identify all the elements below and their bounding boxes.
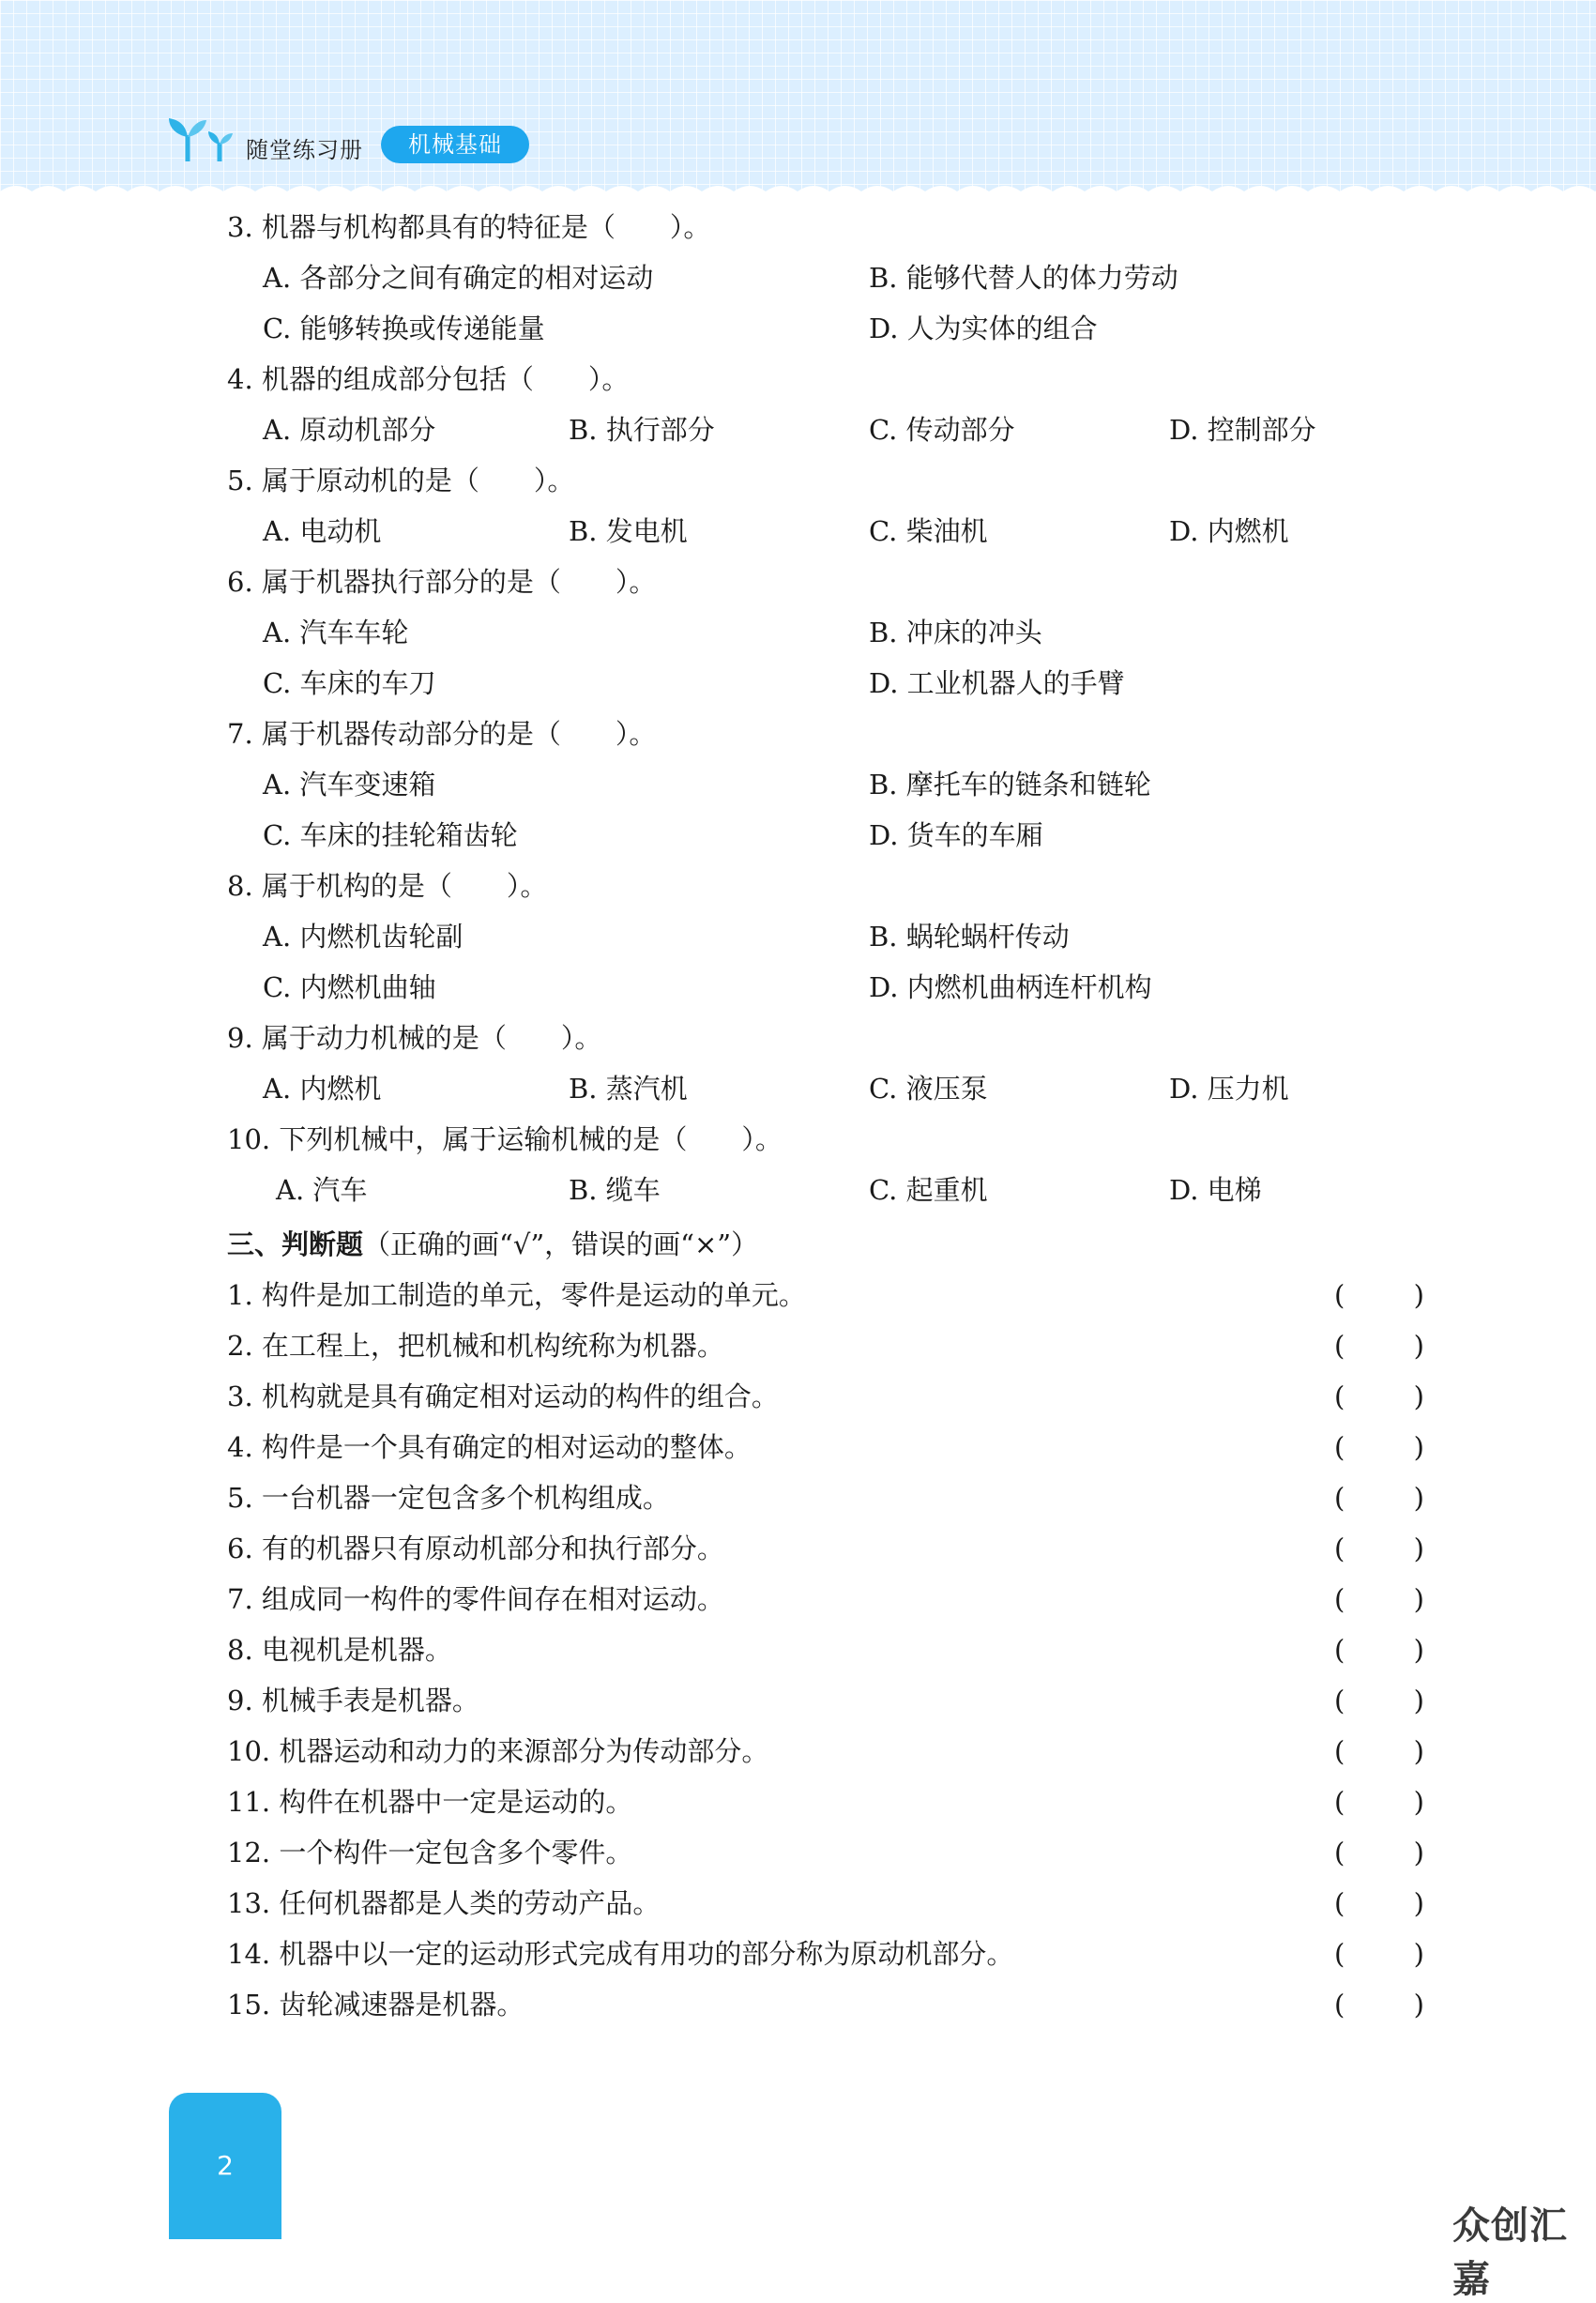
- answer-blank[interactable]: [1334, 1783, 1424, 1821]
- judge-statement: 4. 构件是一个具有确定的相对运动的整体。: [227, 1431, 752, 1463]
- option: D. 内燃机曲柄连杆机构: [869, 971, 1152, 1003]
- option: A. 汽车车轮: [263, 617, 409, 648]
- header-band: [0, 0, 1596, 197]
- subject-badge: 机械基础: [381, 126, 529, 163]
- option: B. 执行部分: [569, 414, 715, 446]
- paren-close: ): [1413, 1685, 1424, 1716]
- answer-blank[interactable]: [1334, 1986, 1424, 2023]
- option: A. 汽车变速箱: [263, 769, 436, 801]
- option: B. 冲床的冲头: [869, 617, 1042, 648]
- paren-open: (: [1334, 1431, 1345, 1463]
- paren-close: ): [1413, 1583, 1424, 1615]
- section-title: 三、判断题: [227, 1228, 364, 1260]
- option: C. 车床的车刀: [263, 667, 436, 699]
- question-stem: 5. 属于原动机的是（ ）。: [227, 465, 575, 496]
- option: C. 柴油机: [869, 515, 988, 547]
- paren-close: ): [1413, 1938, 1424, 1970]
- page-number: 2: [169, 2093, 281, 2239]
- paren-open: (: [1334, 1989, 1345, 2021]
- option: C. 起重机: [869, 1174, 988, 1206]
- option: D. 工业机器人的手臂: [869, 667, 1125, 699]
- answer-blank[interactable]: [1334, 1378, 1424, 1415]
- paren-open: (: [1334, 1735, 1345, 1767]
- answer-blank[interactable]: [1334, 1631, 1424, 1669]
- series-title: 随堂练习册: [246, 137, 363, 163]
- option: D. 压力机: [1169, 1073, 1289, 1105]
- question-stem: 6. 属于机器执行部分的是（ ）。: [227, 566, 657, 598]
- option: D. 人为实体的组合: [869, 313, 1098, 344]
- answer-blank[interactable]: [1334, 1884, 1424, 1922]
- judge-statement: 8. 电视机是机器。: [227, 1634, 452, 1666]
- paren-close: ): [1413, 1837, 1424, 1868]
- question-stem: 10. 下列机械中，属于运输机械的是（ ）。: [227, 1123, 783, 1155]
- option: C. 能够转换或传递能量: [263, 313, 545, 344]
- sprout-logo-icon: [167, 114, 235, 163]
- option: D. 电梯: [1169, 1174, 1262, 1206]
- option: D. 内燃机: [1169, 515, 1289, 547]
- paren-open: (: [1334, 1583, 1345, 1615]
- judge-statement: 15. 齿轮减速器是机器。: [227, 1989, 524, 2021]
- paren-close: ): [1413, 1279, 1424, 1311]
- judge-statement: 12. 一个构件一定包含多个零件。: [227, 1837, 633, 1868]
- option: B. 蒸汽机: [569, 1073, 688, 1105]
- paren-open: (: [1334, 1634, 1345, 1666]
- option: D. 控制部分: [1169, 414, 1316, 446]
- option: A. 内燃机齿轮副: [263, 921, 464, 953]
- judge-statement: 6. 有的机器只有原动机部分和执行部分。: [227, 1533, 724, 1564]
- paren-open: (: [1334, 1533, 1345, 1564]
- paren-close: ): [1413, 1735, 1424, 1767]
- paren-open: (: [1334, 1786, 1345, 1818]
- paren-close: ): [1413, 1330, 1424, 1362]
- paren-open: (: [1334, 1685, 1345, 1716]
- option: C. 传动部分: [869, 414, 1015, 446]
- option: A. 内燃机: [263, 1073, 382, 1105]
- answer-blank[interactable]: [1334, 1428, 1424, 1466]
- question-stem: 8. 属于机构的是（ ）。: [227, 870, 548, 902]
- paren-close: ): [1413, 1533, 1424, 1564]
- paren-close: ): [1413, 1482, 1424, 1514]
- paren-close: ): [1413, 1786, 1424, 1818]
- paren-open: (: [1334, 1330, 1345, 1362]
- answer-blank[interactable]: [1334, 1580, 1424, 1618]
- option: C. 液压泵: [869, 1073, 988, 1105]
- paren-close: ): [1413, 1634, 1424, 1666]
- paren-open: (: [1334, 1279, 1345, 1311]
- question-stem: 3. 机器与机构都具有的特征是（ ）。: [227, 211, 711, 243]
- question-stem: 7. 属于机器传动部分的是（ ）。: [227, 718, 657, 750]
- question-stem: 9. 属于动力机械的是（ ）。: [227, 1022, 602, 1054]
- question-stem: 4. 机器的组成部分包括（ ）。: [227, 363, 630, 395]
- answer-blank[interactable]: [1334, 1732, 1424, 1770]
- option: A. 各部分之间有确定的相对运动: [263, 262, 654, 294]
- answer-blank[interactable]: [1334, 1530, 1424, 1567]
- section-instruction: （正确的画“√”，错误的画“×”）: [363, 1228, 759, 1260]
- paren-close: ): [1413, 1989, 1424, 2021]
- answer-blank[interactable]: [1334, 1479, 1424, 1517]
- option: A. 原动机部分: [263, 414, 436, 446]
- paren-open: (: [1334, 1887, 1345, 1919]
- judge-statement: 11. 构件在机器中一定是运动的。: [227, 1786, 633, 1818]
- paren-close: ): [1413, 1431, 1424, 1463]
- judge-statement: 1. 构件是加工制造的单元，零件是运动的单元。: [227, 1279, 806, 1311]
- answer-blank[interactable]: [1334, 1327, 1424, 1365]
- judge-statement: 5. 一台机器一定包含多个机构组成。: [227, 1482, 670, 1514]
- paren-close: ): [1413, 1887, 1424, 1919]
- judge-statement: 10. 机器运动和动力的来源部分为传动部分。: [227, 1735, 769, 1767]
- paren-close: ): [1413, 1380, 1424, 1412]
- option: A. 电动机: [263, 515, 382, 547]
- judge-statement: 3. 机构就是具有确定相对运动的构件的组合。: [227, 1380, 779, 1412]
- header-wave-edge: [0, 180, 1596, 203]
- paren-open: (: [1334, 1938, 1345, 1970]
- answer-blank[interactable]: [1334, 1276, 1424, 1314]
- answer-blank[interactable]: [1334, 1682, 1424, 1719]
- answer-blank[interactable]: [1334, 1935, 1424, 1973]
- option: D. 货车的车厢: [869, 819, 1043, 851]
- paren-open: (: [1334, 1482, 1345, 1514]
- judge-statement: 13. 任何机器都是人类的劳动产品。: [227, 1887, 661, 1919]
- option: B. 能够代替人的体力劳动: [869, 262, 1178, 294]
- judge-statement: 14. 机器中以一定的运动形式完成有用功的部分称为原动机部分。: [227, 1938, 1014, 1970]
- option: B. 缆车: [569, 1174, 661, 1206]
- judge-statement: 9. 机械手表是机器。: [227, 1685, 479, 1716]
- judge-statement: 2. 在工程上，把机械和机构统称为机器。: [227, 1330, 724, 1362]
- option: A. 汽车: [276, 1174, 368, 1206]
- option: B. 发电机: [569, 515, 688, 547]
- option: B. 摩托车的链条和链轮: [869, 769, 1151, 801]
- answer-blank[interactable]: [1334, 1834, 1424, 1871]
- judge-statement: 7. 组成同一构件的零件间存在相对运动。: [227, 1583, 724, 1615]
- option: C. 内燃机曲轴: [263, 971, 436, 1003]
- paren-open: (: [1334, 1837, 1345, 1868]
- option: B. 蜗轮蜗杆传动: [869, 921, 1070, 953]
- watermark: 众创汇嘉: [1452, 2204, 1568, 2301]
- option: C. 车床的挂轮箱齿轮: [263, 819, 518, 851]
- paren-open: (: [1334, 1380, 1345, 1412]
- section-heading: [227, 1226, 758, 1263]
